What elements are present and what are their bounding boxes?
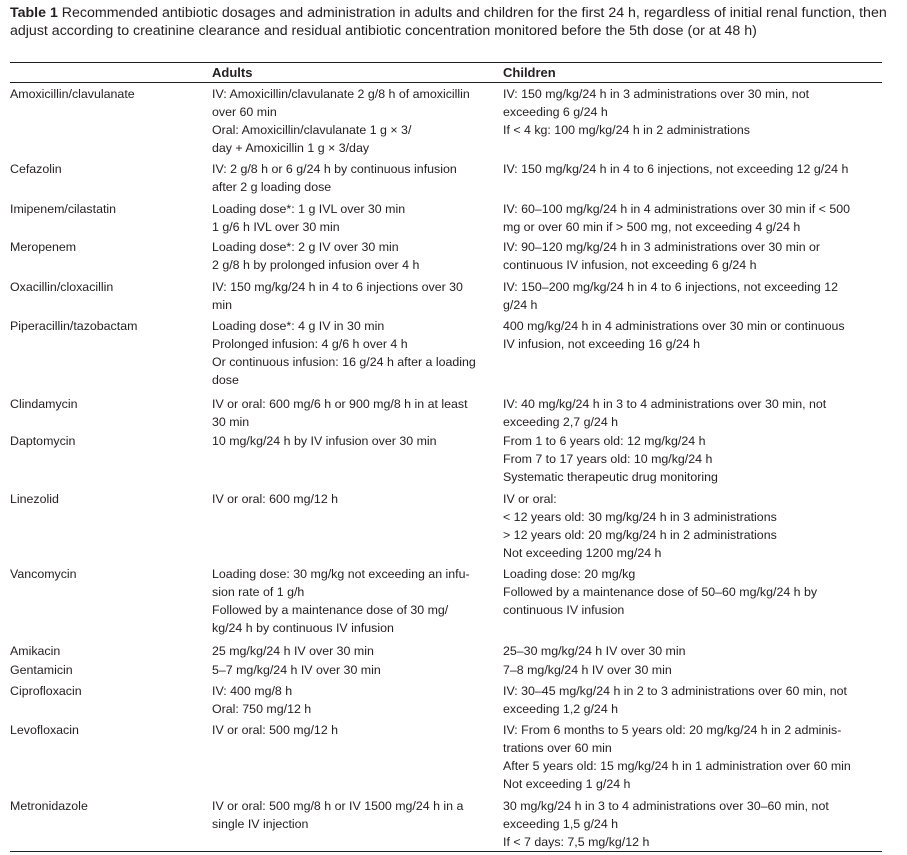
dosage-line: Followed by a maintenance dose of 30 mg/ (212, 603, 449, 617)
dosage-line: IV or oral: 500 mg/8 h or IV 1500 mg/24 h in a (212, 799, 464, 813)
bottom-rule (10, 851, 882, 852)
adults-dosage (212, 432, 495, 450)
adults-dosage (212, 317, 495, 389)
dosage-line: Oral: 750 mg/12 h (212, 702, 312, 716)
adults-dosage (212, 721, 495, 739)
children-dosage (503, 661, 878, 679)
dosage-line: IV: 150 mg/kg/24 h in 3 administrations over 30 min, not (503, 87, 810, 101)
dosage-line: Not exceeding 1 g/24 h (503, 777, 631, 791)
children-dosage (503, 238, 878, 274)
dosage-line: > 12 years old: 20 mg/kg/24 h in 2 administrations (503, 528, 777, 542)
dosage-line: If < 4 kg: 100 mg/kg/24 h in 2 administrations (503, 123, 750, 137)
adults-dosage (212, 661, 495, 679)
dosage-line: IV: 150 mg/kg/24 h in 4 to 6 injections, not exceeding 12 g/24 h (503, 162, 849, 176)
dosage-line: IV: 400 mg/8 h (212, 684, 293, 698)
dosage-line: mg or over 60 min if > 500 mg, not exceeding 4 g/24 h (503, 220, 801, 234)
dosage-line: 1 g/6 h IVL over 30 min (212, 220, 340, 234)
adults-dosage (212, 395, 495, 431)
drug-name: Vancomycin (10, 567, 77, 581)
top-rule (10, 62, 882, 63)
dosage-line: over 60 min (212, 105, 277, 119)
dosage-line: From 7 to 17 years old: 10 mg/kg/24 h (503, 452, 713, 466)
adults-dosage (212, 565, 495, 637)
dosage-line: 30 min (212, 415, 250, 429)
children-dosage (503, 317, 878, 353)
drug-name: Ciprofloxacin (10, 684, 82, 698)
children-dosage (503, 565, 878, 619)
children-dosage (503, 797, 878, 851)
table-caption (10, 4, 890, 40)
drug-name: Amoxicillin/clavulanate (10, 87, 135, 101)
dosage-line: If < 7 days: 7,5 mg/kg/12 h (503, 835, 650, 849)
caption-text: Recommended antibiotic dosages and administration in adults and children for the first 24 h, regardless of initial renal function, then adjust according to creatinine clearance and residual antibiotic concentration monitored before the 5th dose (or at 48 h) (10, 5, 887, 39)
drug-name: Oxacillin/cloxacillin (10, 280, 114, 294)
dosage-line: IV or oral: 600 mg/12 h (212, 492, 339, 506)
dosage-line: Not exceeding 1200 mg/24 h (503, 546, 662, 560)
dosage-line: IV: From 6 months to 5 years old: 20 mg/kg/24 h in 2 adminis- (503, 723, 842, 737)
dosage-line: continuous IV infusion (503, 603, 625, 617)
children-dosage (503, 721, 878, 793)
children-dosage (503, 278, 878, 314)
dosage-line: < 12 years old: 30 mg/kg/24 h in 3 administrations (503, 510, 777, 524)
dosage-line: From 1 to 6 years old: 12 mg/kg/24 h (503, 434, 706, 448)
dosage-line: 25 mg/kg/24 h IV over 30 min (212, 644, 374, 658)
dosage-line: Loading dose*: 2 g IV over 30 min (212, 240, 399, 254)
dosage-line: IV or oral: 500 mg/12 h (212, 723, 339, 737)
children-dosage (503, 395, 878, 431)
dosage-line: trations over 60 min (503, 741, 612, 755)
adults-dosage (212, 490, 495, 508)
header-rule (10, 82, 882, 83)
children-dosage (503, 85, 878, 139)
dosage-line: Prolonged infusion: 4 g/6 h over 4 h (212, 337, 408, 351)
dosage-line: IV: Amoxicillin/clavulanate 2 g/8 h of amoxicillin (212, 87, 470, 101)
adults-dosage (212, 278, 495, 314)
dosage-line: Or continuous infusion: 16 g/24 h after a loading (212, 355, 476, 369)
column-header-children: Children (503, 65, 556, 80)
dosage-line: IV: 40 mg/kg/24 h in 3 to 4 administrations over 30 min, not (503, 397, 827, 411)
dosage-line: Loading dose: 30 mg/kg not exceeding an infu- (212, 567, 470, 581)
dosage-line: 25–30 mg/kg/24 h IV over 30 min (503, 644, 686, 658)
drug-name: Levofloxacin (10, 723, 79, 737)
dosage-line: 400 mg/kg/24 h in 4 administrations over 30 min or continuous (503, 319, 845, 333)
dosage-line: exceeding 1,2 g/24 h (503, 702, 619, 716)
dosage-line: after 2 g loading dose (212, 180, 332, 194)
dosage-line: Loading dose*: 1 g IVL over 30 min (212, 202, 406, 216)
caption-label: Table 1 (10, 5, 58, 21)
drug-name: Gentamicin (10, 663, 73, 677)
children-dosage (503, 160, 878, 178)
children-dosage (503, 200, 878, 236)
drug-name: Imipenem/cilastatin (10, 202, 117, 216)
dosage-line: IV or oral: 600 mg/6 h or 900 mg/8 h in at least (212, 397, 468, 411)
children-dosage (503, 642, 878, 660)
dosage-line: g/24 h (503, 298, 538, 312)
adults-dosage (212, 238, 495, 274)
adults-dosage (212, 797, 495, 833)
children-dosage (503, 682, 878, 718)
dosage-line: 10 mg/kg/24 h by IV infusion over 30 min (212, 434, 437, 448)
dosage-line: single IV injection (212, 817, 309, 831)
drug-name: Piperacillin/tazobactam (10, 319, 138, 333)
dosage-line: 5–7 mg/kg/24 h IV over 30 min (212, 663, 381, 677)
dosage-line: After 5 years old: 15 mg/kg/24 h in 1 administration over 60 min (503, 759, 851, 773)
adults-dosage (212, 642, 495, 660)
drug-name: Daptomycin (10, 434, 76, 448)
drug-name: Clindamycin (10, 397, 78, 411)
dosage-line: IV infusion, not exceeding 16 g/24 h (503, 337, 701, 351)
dosage-line: sion rate of 1 g/h (212, 585, 305, 599)
adults-dosage (212, 160, 495, 196)
dosage-line: day + Amoxicillin 1 g × 3/day (212, 141, 370, 155)
dosage-line: IV: 2 g/8 h or 6 g/24 h by continuous infusion (212, 162, 457, 176)
dosage-line: continuous IV infusion, not exceeding 6 g/24 h (503, 258, 757, 272)
dosage-line: IV: 150–200 mg/kg/24 h in 4 to 6 injections, not exceeding 12 (503, 280, 839, 294)
dosage-line: exceeding 6 g/24 h (503, 105, 608, 119)
drug-name: Metronidazole (10, 799, 88, 813)
dosage-line: 7–8 mg/kg/24 h IV over 30 min (503, 663, 672, 677)
children-dosage (503, 490, 878, 562)
dosage-line: IV or oral: (503, 492, 557, 506)
adults-dosage (212, 682, 495, 718)
children-dosage (503, 432, 878, 486)
dosage-line: kg/24 h by continuous IV infusion (212, 621, 394, 635)
dosage-line: 30 mg/kg/24 h in 3 to 4 administrations over 30–60 min, not (503, 799, 829, 813)
adults-dosage (212, 85, 495, 157)
dosage-line: Followed by a maintenance dose of 50–60 mg/kg/24 h by (503, 585, 818, 599)
drug-name: Cefazolin (10, 162, 62, 176)
dosage-line: exceeding 2,7 g/24 h (503, 415, 619, 429)
dosage-line: Oral: Amoxicillin/clavulanate 1 g × 3/ (212, 123, 412, 137)
dosage-line: exceeding 1,5 g/24 h (503, 817, 619, 831)
column-header-adults: Adults (212, 65, 253, 80)
dosage-line: IV: 90–120 mg/kg/24 h in 3 administrations over 30 min or (503, 240, 821, 254)
dosage-line: 2 g/8 h by prolonged infusion over 4 h (212, 258, 420, 272)
dosage-line: IV: 150 mg/kg/24 h in 4 to 6 injections over 30 (212, 280, 463, 294)
dosage-line: Loading dose: 20 mg/kg (503, 567, 636, 581)
drug-name: Meropenem (10, 240, 77, 254)
drug-name: Amikacin (10, 644, 61, 658)
drug-name: Linezolid (10, 492, 59, 506)
dosage-line: Systematic therapeutic drug monitoring (503, 470, 718, 484)
adults-dosage (212, 200, 495, 236)
dosage-line: IV: 30–45 mg/kg/24 h in 2 to 3 administrations over 60 min, not (503, 684, 847, 698)
dosage-line: IV: 60–100 mg/kg/24 h in 4 administrations over 30 min if < 500 (503, 202, 851, 216)
dosage-line: Loading dose*: 4 g IV in 30 min (212, 319, 385, 333)
dosage-line: min (212, 298, 232, 312)
dosage-line: dose (212, 373, 239, 387)
